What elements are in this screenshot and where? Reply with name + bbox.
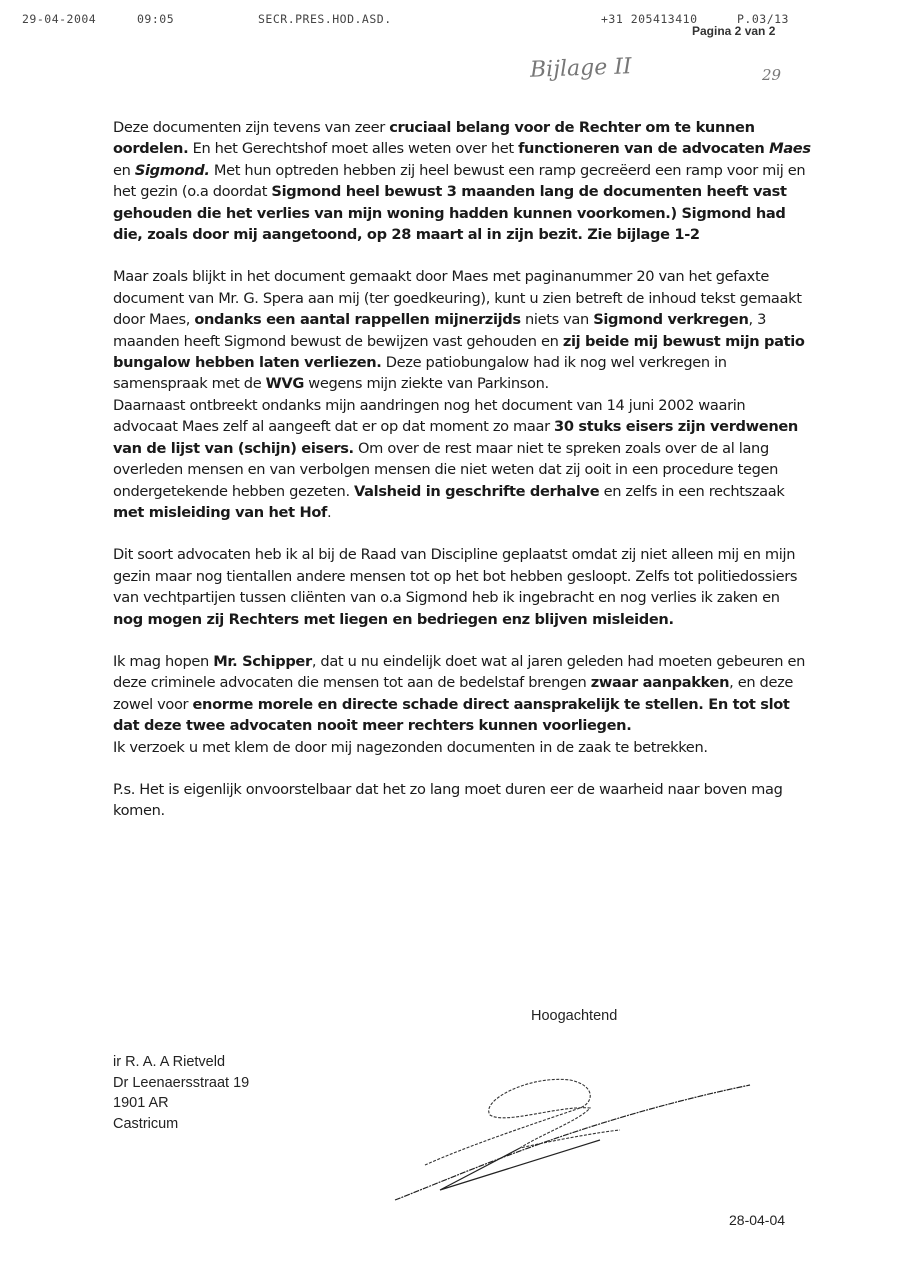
text-segment: , en deze zowel voor [113, 674, 794, 713]
letter-body [113, 117, 813, 843]
emphasized-text: Valsheid in geschrifte derhalve [354, 482, 600, 500]
text-segment: Daarnaast ontbreekt ondanks mijn aandringen nog het document van 14 juni 2002 waarin advocaat Maes zelf al aangeeft dat er op dat moment zo maar [113, 396, 746, 436]
text-segment: , dat u nu eindelijk doet wat al jaren geleden had moeten gebeuren en deze criminele advocaten die mensen tot aan de bedelstaf brengen [113, 652, 806, 692]
emphasized-text: cruciaal belang voor de Rechter om te kunnen oordelen. [113, 119, 755, 158]
fax-time: 09:05 [137, 12, 175, 26]
text-segment: Om over de rest maar niet te spreken zoals over de al lang overleden mensen en van verbolgen mensen die niet weten dat zij ooit in een procedure tegen ondergetekende hebben gezeten. [113, 439, 779, 500]
emphasized-text: met misleiding van het Hof [113, 503, 327, 521]
closing-salutation: Hoogachtend [531, 1008, 618, 1024]
sender-city: Castricum [113, 1115, 179, 1132]
page-indicator: Pagina 2 van 2 [692, 24, 776, 38]
paragraph [113, 395, 813, 523]
text-segment: Met hun optreden hebben zij heel bewust een ramp gecreëerd een ramp voor mij en het gezin (o.a doordat [113, 161, 806, 201]
text-segment: Dit soort advocaten heb ik al bij de Raad van Discipline geplaatst omdat zij niet alleen mij en mijn gezin maar nog tientallen andere mensen tot op het bot hebben gesloopt. Zelfs tot politiedossiers van vechtpartijen tussen cliënten van o.a Sigmond heb ik ingebracht en nog verlies ik zaken en [113, 546, 798, 607]
emphasized-text: Mr. Schipper [213, 652, 312, 670]
emphasized-text: zij beide mij bewust mijn patio bungalow hebben laten verliezen. [113, 332, 805, 372]
fax-sender: SECR.PRES.HOD.ASD. [258, 12, 392, 26]
handwritten-annex-label: Bijlage II [529, 54, 633, 83]
emphasized-text: Sigmond verkregen [593, 311, 749, 329]
text-segment: wegens mijn ziekte van Parkinson. [303, 375, 549, 393]
text-segment: Ik mag hopen [113, 652, 214, 670]
text-segment: Deze documenten zijn tevens van zeer [113, 119, 390, 136]
emphasized-text: zwaar aanpakken [590, 674, 730, 692]
text-segment: en zelfs in een rechtszaak [599, 482, 785, 500]
footer-date: 28-04-04 [729, 1212, 786, 1228]
emphasized-text: functioneren van de advocaten [518, 140, 770, 158]
paragraph [113, 544, 813, 630]
signature-underline [395, 1085, 750, 1200]
signature-stroke [425, 1079, 620, 1165]
text-segment: En het Gerechtshof moet alles weten over het [188, 140, 519, 158]
text-segment: niets van [520, 311, 594, 329]
text-segment: , 3 maanden heeft Sigmond bewust de bewijzen vast gehouden en [113, 311, 767, 350]
emphasized-text: Sigmond. [134, 161, 210, 179]
text-segment: . [327, 503, 332, 521]
emphasized-text: WVG [265, 375, 304, 393]
paragraph [113, 651, 813, 737]
fax-date: 29-04-2004 [22, 12, 97, 26]
emphasized-text: 30 stuks eisers zijn verdwenen van de lijst van (schijn) eisers. [113, 418, 798, 457]
text-segment: Ik verzoek u met klem de door mij nagezonden documenten in de zaak te betrekken. [113, 738, 708, 756]
emphasized-text: enorme morele en directe schade direct aansprakelijk te stellen. En tot slot dat deze twee advocaten nooit meer rechters kunnen voorliegen. [113, 695, 790, 735]
text-segment: Maar zoals blijkt in het document gemaakt door Maes met paginanummer 20 van het gefaxte document van Mr. G. Spera aan mij (ter goedkeuring), kunt u zien betreft de inhoud tekst gemaakt door Maes, [113, 268, 802, 329]
sender-address [113, 1052, 249, 1134]
emphasized-text: nog mogen zij Rechters met liegen en bedriegen enz blijven misleiden. [113, 610, 674, 628]
paragraph [113, 737, 813, 758]
fax-page: P.03/13 [737, 12, 789, 26]
sender-postcode: 1901 AR [113, 1095, 169, 1111]
sender-street: Dr Leenaersstraat 19 [113, 1074, 250, 1091]
handwritten-number: 29 [762, 66, 782, 84]
paragraph [113, 117, 813, 245]
emphasized-text: ondanks een aantal rappellen mijnerzijds [194, 311, 521, 329]
paragraph [113, 266, 813, 394]
emphasized-text: Sigmond heel bewust 3 maanden lang de documenten heeft vast gehouden die het verlies van mijn woning hadden kunnen voorkomen.) Sigmond had die, zoals door mij aangetoond, op 28 maart al in zijn bezit. Zie bijlage 1-2 [113, 183, 787, 244]
emphasized-text: Maes [769, 140, 811, 158]
text-segment: Deze patiobungalow had ik nog wel verkregen in samenspraak met de [113, 354, 727, 393]
text-segment: en [113, 161, 135, 179]
paragraph [113, 779, 813, 822]
sender-name: ir R. A. A Rietveld [113, 1054, 226, 1070]
fax-phone: +31 205413410 [601, 12, 698, 26]
text-segment: P.s. Het is eigenlijk onvoorstelbaar dat het zo lang moet duren eer de waarheid naar boven mag komen. [113, 780, 783, 820]
signature-icon [380, 1060, 780, 1210]
